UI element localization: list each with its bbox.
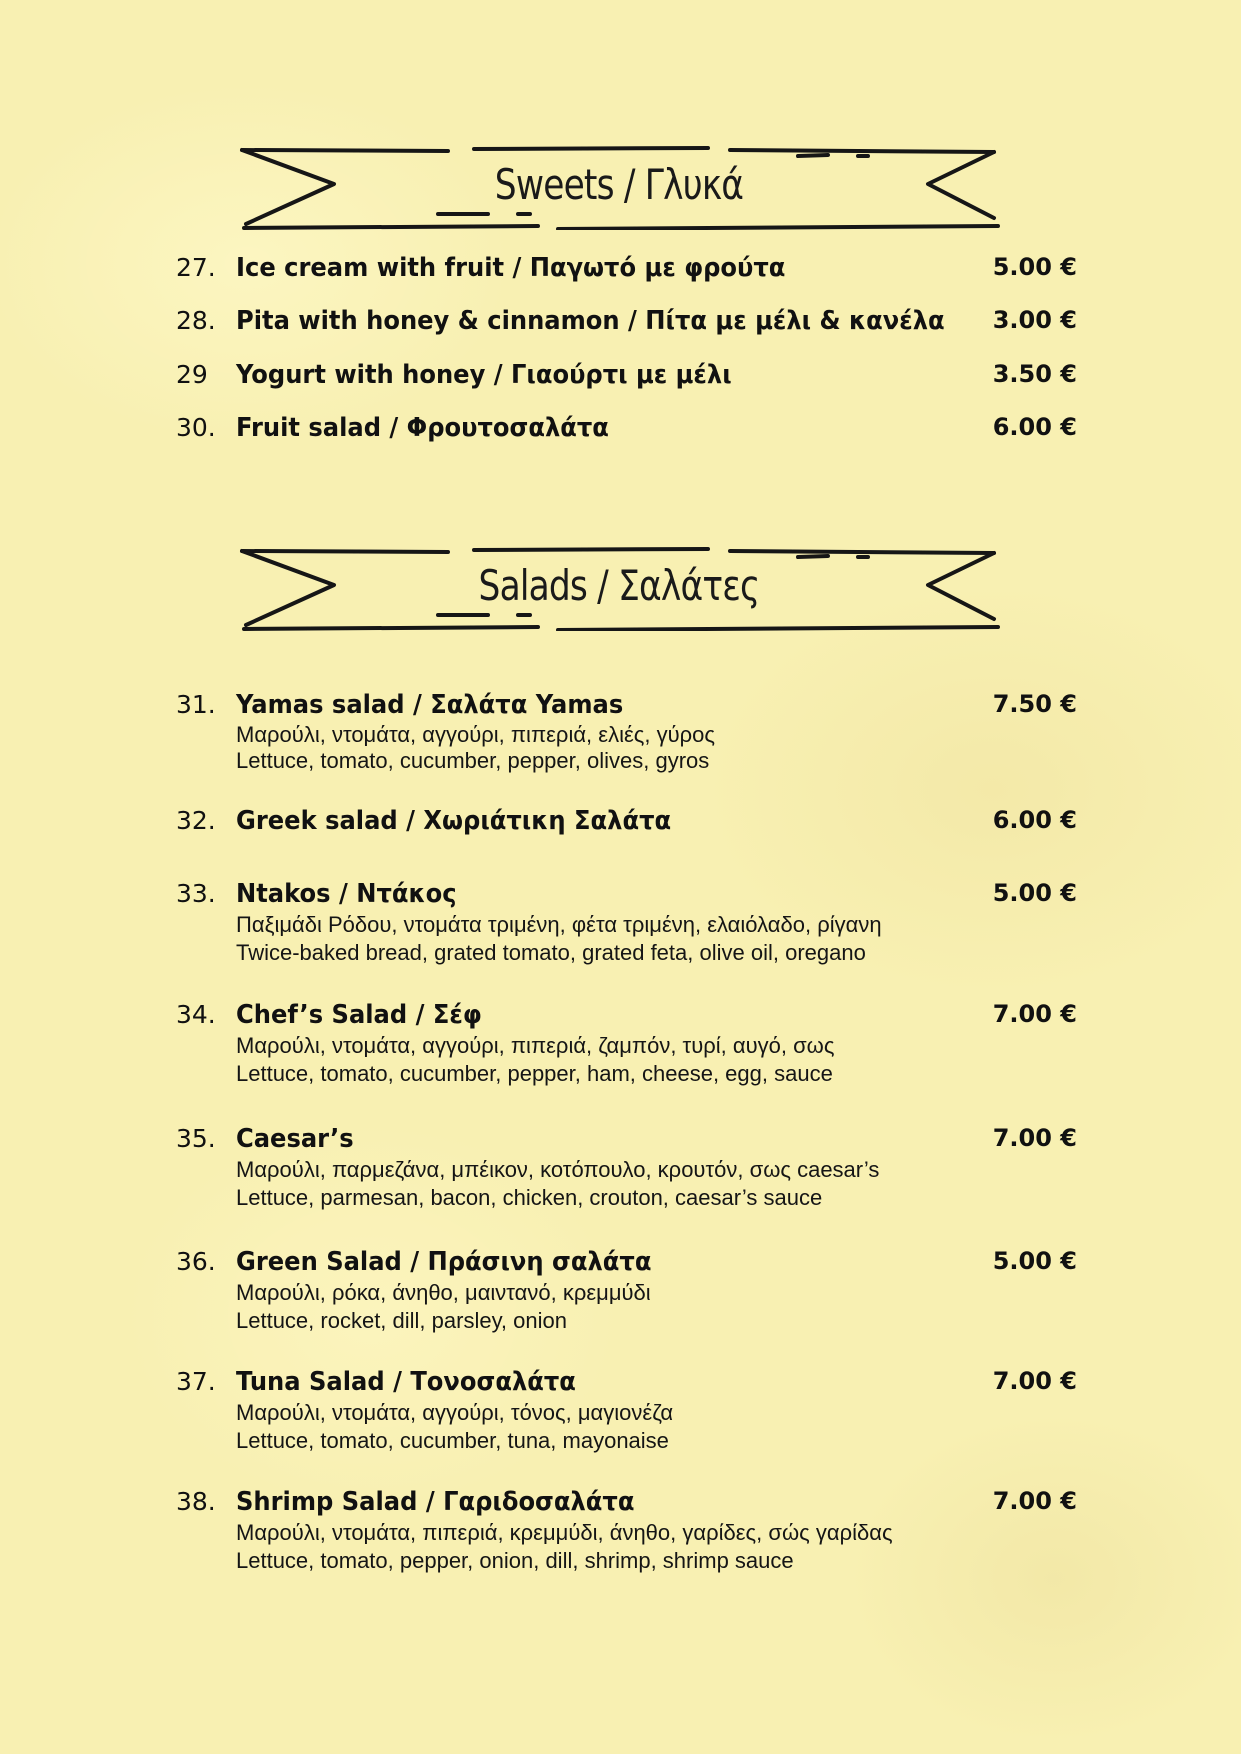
item-description-greek: Μαρούλι, ρόκα, άνηθο, μαιντανό, κρεμμύδι [236, 1280, 651, 1305]
item-price: 7.50 € [992, 690, 1077, 718]
item-name: Yamas salad / Σαλάτα Yamas [236, 690, 624, 720]
item-name: Yogurt with honey / Γιαούρτι με μέλι [236, 360, 732, 390]
item-number: 34. [176, 1000, 216, 1029]
item-number: 32. [176, 806, 216, 835]
item-description-english: Lettuce, parmesan, bacon, chicken, crouton, caesar’s sauce [236, 1185, 823, 1210]
item-number: 29 [176, 360, 208, 389]
salads-banner [238, 545, 1000, 631]
item-number: 35. [176, 1124, 216, 1153]
item-number: 27. [176, 253, 216, 282]
item-name: Shrimp Salad / Γαριδοσαλάτα [236, 1487, 635, 1517]
item-name: Caesar’s [236, 1124, 354, 1154]
item-price: 7.00 € [992, 1124, 1077, 1152]
item-name: Chef’s Salad / Σέφ [236, 1000, 482, 1030]
item-description-english: Twice-baked bread, grated tomato, grated feta, olive oil, oregano [236, 940, 866, 965]
item-description-english: Lettuce, tomato, cucumber, pepper, ham, cheese, egg, sauce [236, 1061, 833, 1086]
item-number: 30. [176, 413, 216, 442]
sweets-section-title: Sweets / Γλυκά [494, 160, 744, 209]
item-name: Ntakos / Ντάκος [236, 879, 457, 909]
item-price: 6.00 € [992, 806, 1077, 834]
item-number: 38. [176, 1487, 216, 1516]
item-description-greek: Μαρούλι, ντομάτα, αγγούρι, πιπεριά, ελιές, γύρος [236, 722, 715, 747]
item-price: 5.00 € [992, 1247, 1077, 1275]
item-price: 5.00 € [992, 879, 1077, 907]
item-name: Ice cream with fruit / Παγωτό με φρούτα [236, 253, 786, 283]
item-description-greek: Μαρούλι, παρμεζάνα, μπέικον, κοτόπουλο, κρουτόν, σως caesar’s [236, 1157, 880, 1182]
item-name: Green Salad / Πράσινη σαλάτα [236, 1247, 652, 1277]
item-description-greek: Μαρούλι, ντομάτα, αγγούρι, πιπεριά, ζαμπόν, τυρί, αυγό, σως [236, 1033, 835, 1058]
item-number: 36. [176, 1247, 216, 1276]
item-name: Pita with honey & cinnamon / Πίτα με μέλι & κανέλα [236, 306, 945, 336]
item-price: 7.00 € [992, 1487, 1077, 1515]
item-name: Fruit salad / Φρουτοσαλάτα [236, 413, 609, 443]
item-description-english: Lettuce, tomato, pepper, onion, dill, shrimp, shrimp sauce [236, 1548, 794, 1573]
item-name: Tuna Salad / Τονοσαλάτα [236, 1367, 576, 1397]
item-number: 33. [176, 879, 216, 908]
item-price: 7.00 € [992, 1367, 1077, 1395]
item-price: 3.50 € [992, 360, 1077, 388]
item-price: 7.00 € [992, 1000, 1077, 1028]
item-description-greek: Μαρούλι, ντομάτα, αγγούρι, τόνος, μαγιονέζα [236, 1400, 674, 1425]
item-price: 3.00 € [992, 306, 1077, 334]
item-description-english: Lettuce, rocket, dill, parsley, onion [236, 1308, 567, 1333]
item-description-english: Lettuce, tomato, cucumber, pepper, olives, gyros [236, 748, 710, 773]
item-number: 37. [176, 1367, 216, 1396]
item-number: 28. [176, 306, 216, 335]
item-price: 6.00 € [992, 413, 1077, 441]
sweets-banner [238, 144, 1000, 230]
item-price: 5.00 € [992, 253, 1077, 281]
salads-section-title: Salads / Σαλάτες [478, 561, 760, 610]
item-description-greek: Παξιμάδι Ρόδου, ντομάτα τριμένη, φέτα τριμένη, ελαιόλαδο, ρίγανη [236, 912, 882, 937]
item-number: 31. [176, 690, 216, 719]
item-description-english: Lettuce, tomato, cucumber, tuna, mayonaise [236, 1428, 669, 1453]
item-description-greek: Μαρούλι, ντομάτα, πιπεριά, κρεμμύδι, άνηθο, γαρίδες, σώς γαρίδας [236, 1520, 893, 1545]
item-name: Greek salad / Χωριάτικη Σαλάτα [236, 806, 672, 836]
